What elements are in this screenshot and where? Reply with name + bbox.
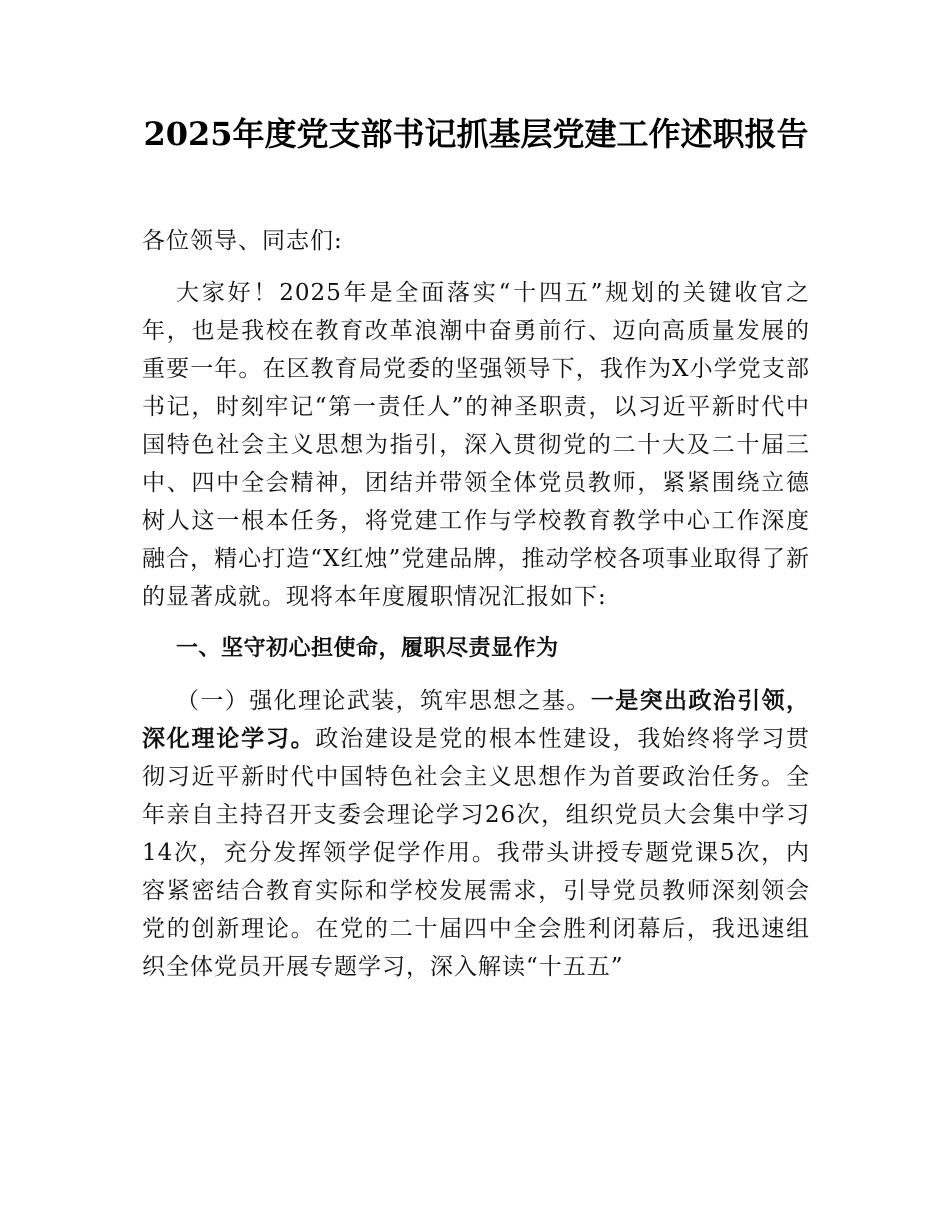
document-title: 2025年度党支部书记抓基层党建工作述职报告: [143, 115, 809, 153]
section-one-heading: 一、坚守初心担使命，履职尽责显作为: [176, 636, 559, 661]
document-body: [142, 110, 810, 986]
subsection-one-paragraph: [142, 682, 810, 986]
salutation: 各位领导、同志们:: [142, 228, 343, 254]
subsection-one-lead: （一）强化理论武装，筑牢思想之基。: [176, 688, 591, 714]
intro-paragraph: 大家好！2025年是全面落实“十四五”规划的关键收官之年，也是我校在教育改革浪潮中奋勇前行、迈向高质量发展的重要一年。在区教育局党委的坚强领导下，我作为X小学党支部书记，时刻牢记“第一责任人”的神圣职责，以习近平新时代中国特色社会主义思想为指引，深入贯彻党的二十大及二十届三中、四中全会精神，团结并带领全体党员教师，紧紧围绕立德树人这一根本任务，将党建工作与学校教育教学中心工作深度融合，精心打造“X红烛”党建品牌，推动学校各项事业取得了新的显著成就。现将本年度履职情况汇报如下:: [142, 280, 810, 610]
subsection-one-bold-point: 一是突出政治引领，深化理论学习。: [142, 687, 811, 752]
subsection-one-body: 政治建设是党的根本性建设，我始终将学习贯彻习近平新时代中国特色社会主义思想作为首要政治任务。全年亲自主持召开支委会理论学习26次，组织党员大会集中学习14次，充分发挥领学促学作用。我带头讲授专题党课5次，内容紧密结合教育实际和学校发展需求，引导党员教师深刻领会党的创新理论。在党的二十届四中全会胜利闭幕后，我迅速组织全体党员开展专题学习，深入解读“十五五”: [142, 726, 811, 980]
